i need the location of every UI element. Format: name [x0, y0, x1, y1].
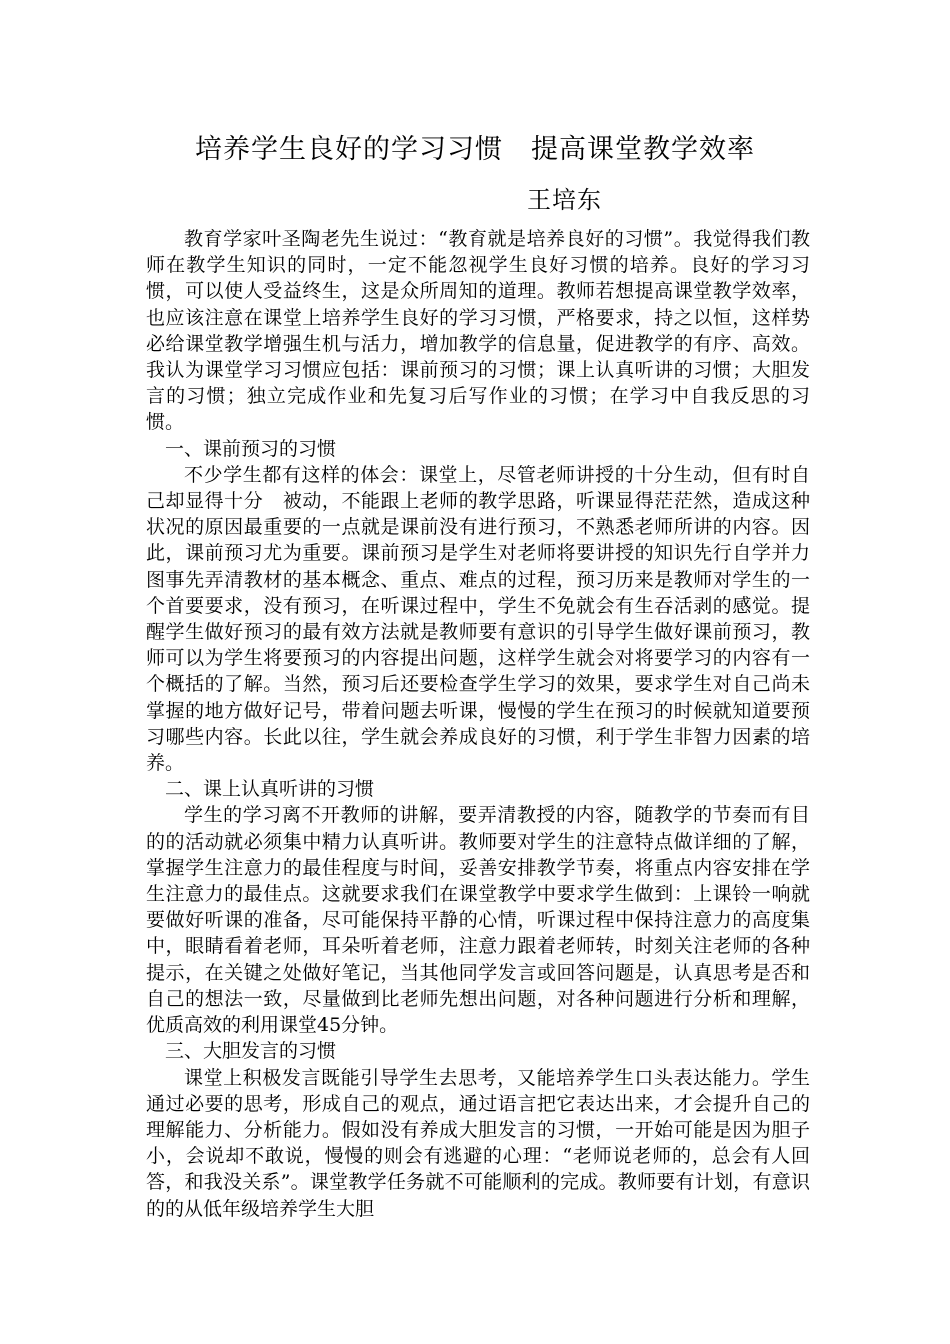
section-heading: 三、大胆发言的习惯 — [165, 1040, 337, 1063]
section-paragraph: 不少学生都有这样的体会：课堂上，尽管老师讲授的十分生动，但有时自己却显得十分 被动，不能跟上老师的教学思路，听课显得茫茫然，造成这种状况的原因最重要的一点就是课前没有进行预习，不熟悉老师所讲的内容。因此，课前预习尤为重要。课前预习是学生对老师将要讲授的知识先行自学并力图事先弄清教材的基本概念、重点、难点的过程，预习历来是教师对学生的一个首要要求，没有预习，在听课过程中，学生不免就会有生吞活剥的感觉。提醒学生做好预习的最有效方法就是教师要有意识的引导学生做好课前预习，教师可以为学生将要预习的内容提出问题，这样学生就会对将要学习的内容有一个概括的了解。当然，预习后还要检查学生学习的效果，要求学生对自己尚未掌握的地方做好记号，带着问题去听课，慢慢的学生在预习的时候就知道要预习哪些内容。长此以往，学生就会养成良好的习惯，利于学生非智力因素的培养。 — [146, 463, 810, 775]
section-heading: 一、课前预习的习惯 — [165, 437, 337, 460]
section-paragraph: 学生的学习离不开教师的讲解，要弄清教授的内容，随教学的节奏而有目的的活动就必须集中精力认真听讲。教师要对学生的注意特点做详细的了解，掌握学生注意力的最佳程度与时间，妥善安排教学节奏，将重点内容安排在学生注意力的最佳点。这就要求我们在课堂教学中要求学生做到：上课铃一响就要做好听课的准备，尽可能保持平静的心情，听课过程中保持注意力的高度集中，眼睛看着老师，耳朵听着老师，注意力跟着老师转，时刻关注老师的各种提示，在关键之处做好笔记，当其他同学发言或回答问题是，认真思考是否和自己的想法一致，尽量做到比老师先想出问题，对各种问题进行分析和理解，优质高效的利用课堂45分钟。 — [146, 804, 810, 1037]
intro-paragraph: 教育学家叶圣陶老先生说过：“教育就是培养良好的习惯”。我觉得我们教师在教学生知识的同时，一定不能忽视学生良好习惯的培养。良好的学习习惯，可以使人受益终生，这是众所周知的道理。教师若想提高课堂教学效率，也应该注意在课堂上培养学生良好的学习习惯，严格要求，持之以恒，这样势必给课堂教学增强生机与活力，增加教学的信息量，促进教学的有序、高效。我认为课堂学习习惯应包括：课前预习的习惯；课上认真听讲的习惯；大胆发言的习惯；独立完成作业和先复习后写作业的习惯；在学习中自我反思的习惯。 — [146, 228, 810, 434]
document-title: 培养学生良好的学习习惯 提高课堂教学效率 — [195, 134, 755, 165]
author-name: 王培东 — [527, 186, 602, 214]
section-paragraph: 课堂上积极发言既能引导学生去思考，又能培养学生口头表达能力。学生通过必要的思考，形成自己的观点，通过语言把它表达出来，才会提升自己的理解能力、分析能力。假如没有养成大胆发言的习惯，一开始可能是因为胆子小，会说却不敢说，慢慢的则会有逃避的心理：“老师说老师的，总会有人回答，和我没关系”。课堂教学任务就不可能顺利的完成。教师要有计划，有意识的的从低年级培养学生大胆 — [146, 1066, 810, 1220]
document-body — [146, 226, 810, 1222]
section-heading: 二、课上认真听讲的习惯 — [165, 778, 375, 801]
